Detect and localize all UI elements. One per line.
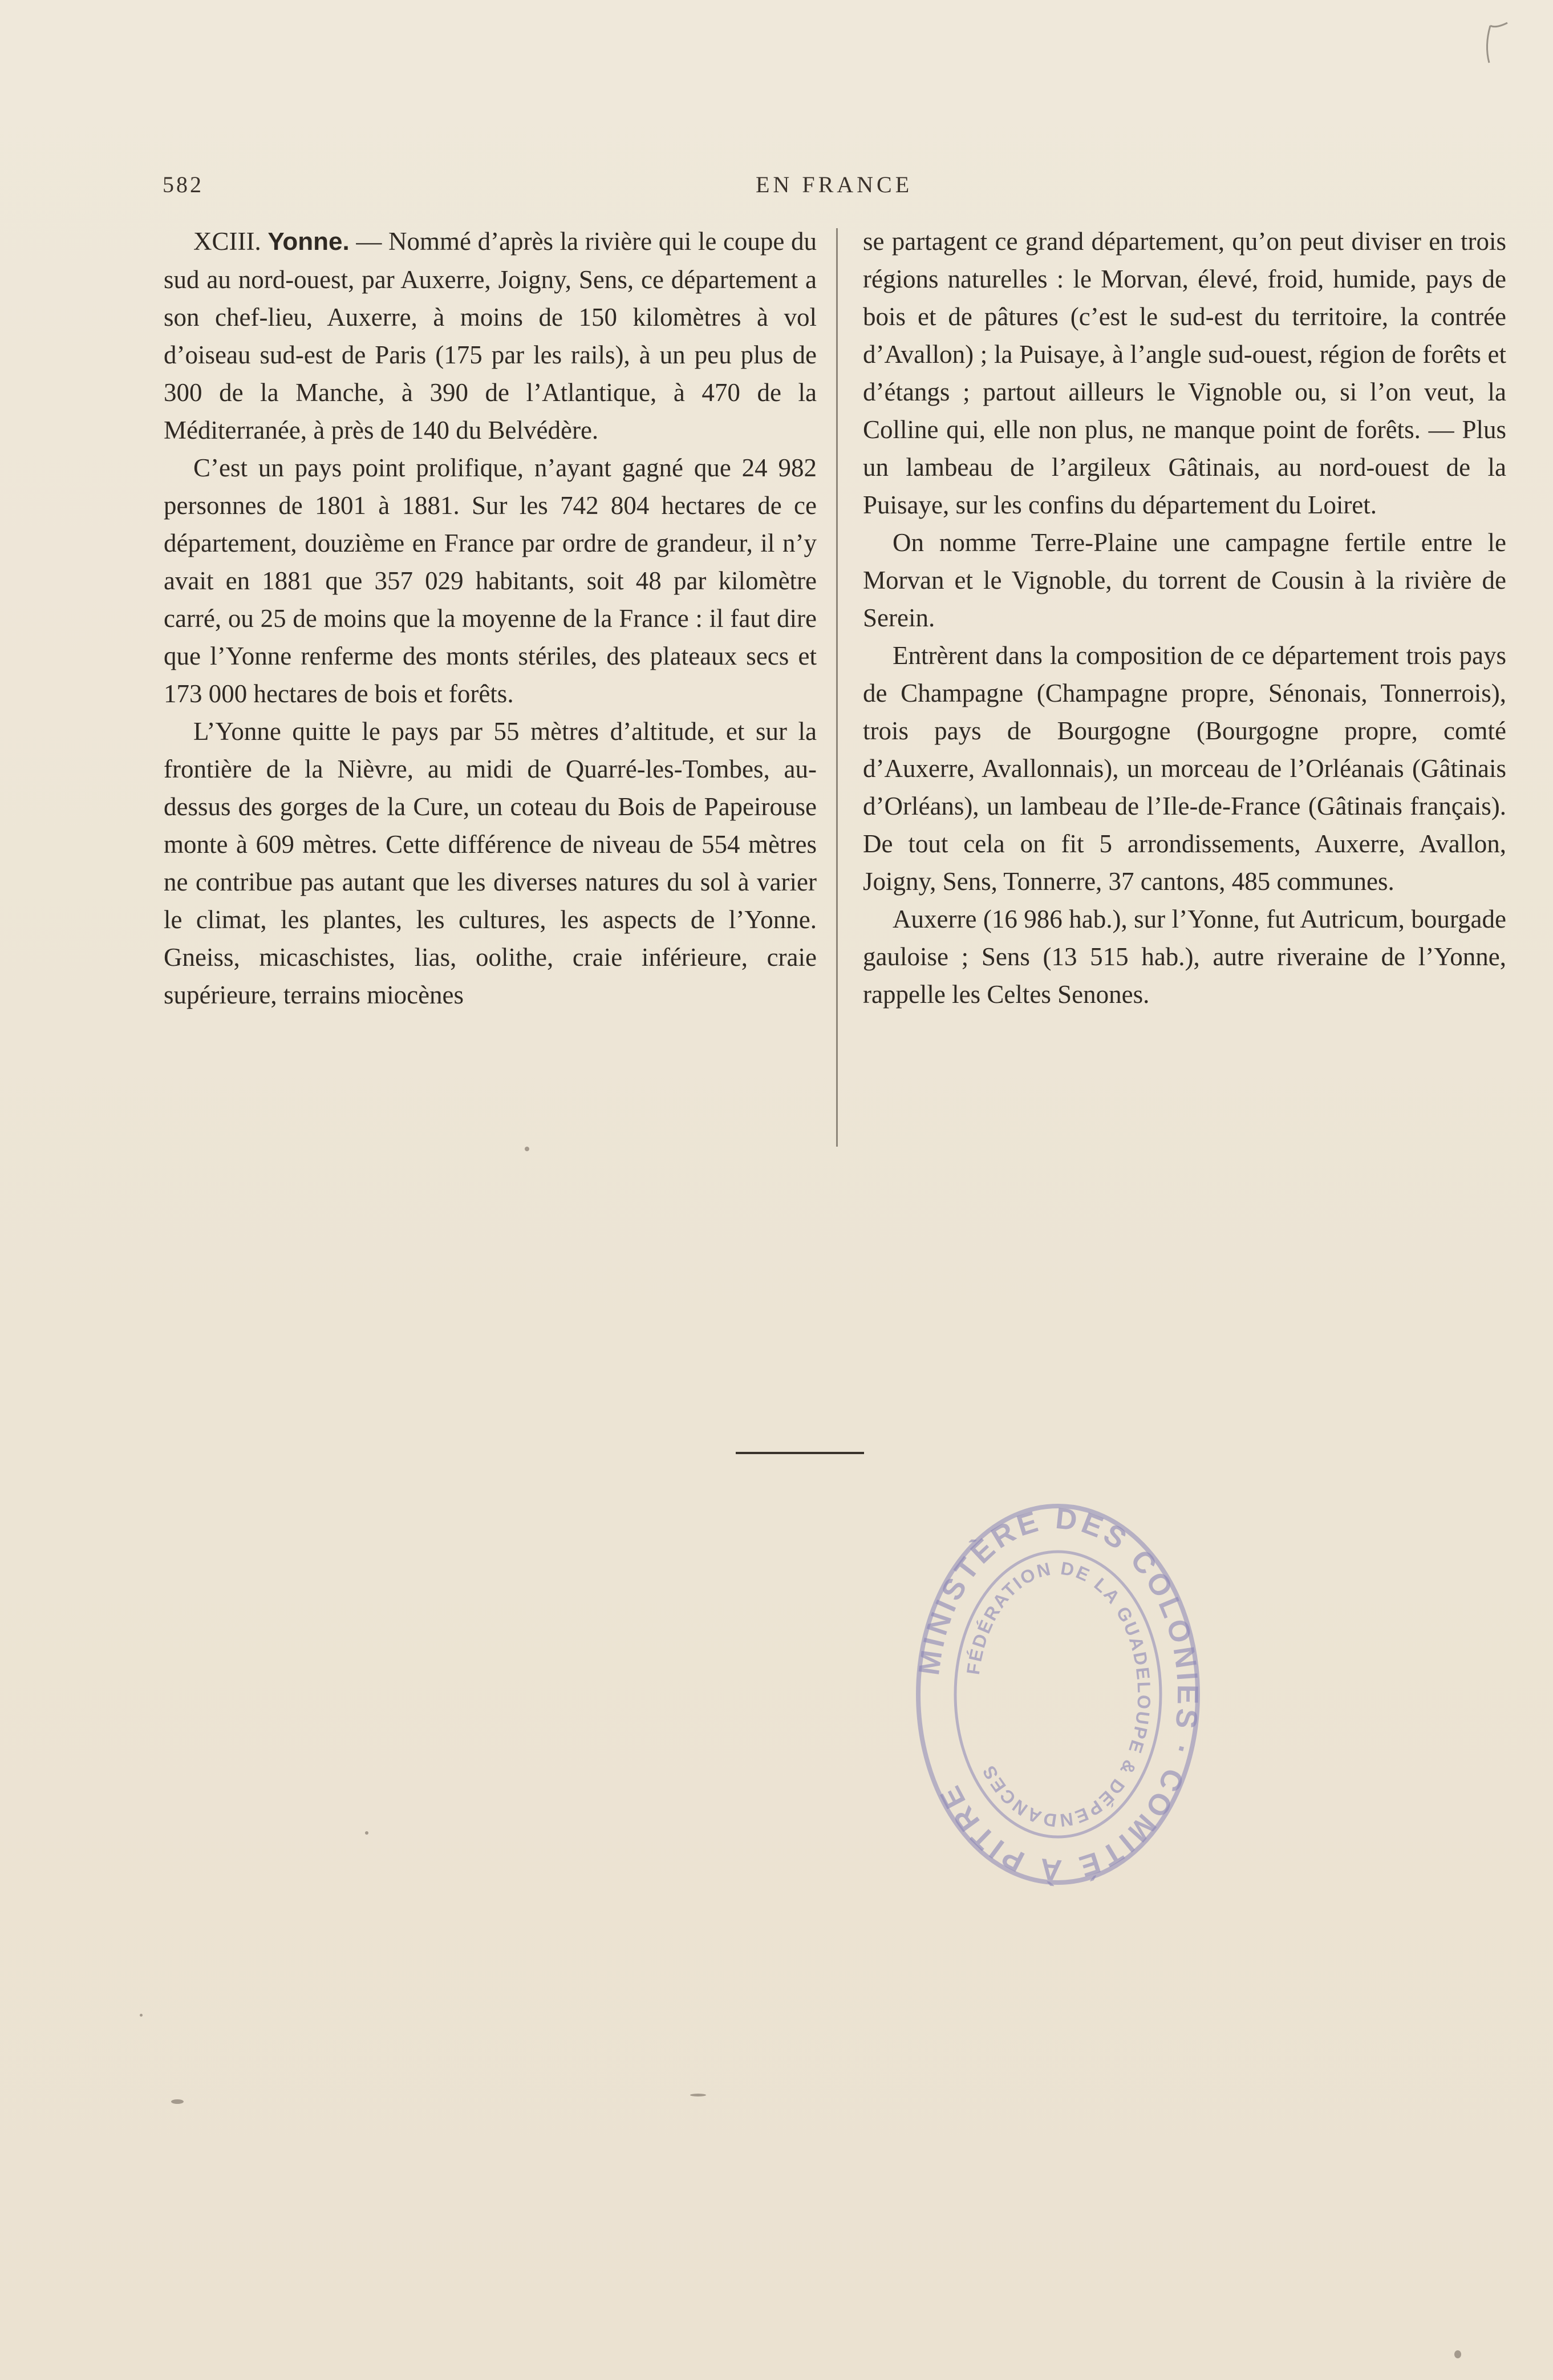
corner-pencil-mark <box>1473 11 1519 80</box>
paragraph-7: Auxerre (16 986 hab.), sur l’Yonne, fut Autricum, bourgade gauloise ; Sens (13 515 hab.), autre riveraine de l’Yonne, rappelle les Celtes Senones. <box>863 905 1506 1009</box>
svg-text:FÉDÉRATION DE LA GUADELOUPE & <box>963 1558 1154 1831</box>
paragraph-3: L’Yonne quitte le pays par 55 mètres d’altitude, et sur la frontière de la Nièvre, au midi de Quarré-les-Tombes, au-dessus des gorges de la Cure, un coteau du Bois de Papeirouse monte à 609 mètres. Cette différence de niveau de 554 mètres ne contribue pas autant que les diverses natures du sol à varier le climat, les plantes, les cultures, les aspects de l’Yonne. Gneiss, micaschistes, lias, oolithe, craie inférieure, craie supérieure, terrains miocènes <box>164 717 817 1009</box>
right-column <box>863 222 1506 1013</box>
paper-speck <box>525 1147 529 1151</box>
paper-speck <box>171 2099 184 2104</box>
library-stamp <box>898 1489 1218 1900</box>
section-end-rule <box>736 1452 864 1454</box>
paragraph-4: se partagent ce grand département, qu’on peut diviser en trois régions naturelles : le Morvan, élevé, froid, humide, pays de bois et de pâtures (c’est le sud-est du territoire, la contrée d’Avallon) ; la Puisaye, à l’angle sud-ouest, région de forêts et d’étangs ; partout ailleurs le Vignoble ou, si l’on veut, la Colline qui, elle non plus, ne manque point de forêts. — Plus un lambeau de l’argileux Gâtinais, au nord-ouest de la Puisaye, sur les confins du département du Loiret. <box>863 227 1506 519</box>
paper-speck <box>690 2094 706 2096</box>
section-title: Yonne. <box>267 228 350 256</box>
paper-speck <box>1454 2350 1461 2358</box>
paper-speck <box>365 1831 368 1835</box>
running-title: EN FRANCE <box>756 172 913 197</box>
stamp-outer-text: MINISTÈRE DES COLONIES · COMITÉ À PITRE <box>912 1501 1205 1887</box>
paper-speck <box>140 2014 143 2017</box>
left-column <box>164 222 817 1014</box>
paragraph-1 <box>164 222 817 449</box>
page-header <box>163 171 932 205</box>
paragraph-1-text: — Nommé d’après la rivière qui le coupe du sud au nord-ouest, par Auxerre, Joigny, Sens, ce département a son chef-lieu, Auxerre, à moins de 150 kilomètres à vol d’oiseau sud-est de Paris (175 par les rails), à un peu plus de 300 de la Manche, à 390 de l’Atlantique, à 470 de la Méditerranée, à près de 140 du Belvédère. <box>164 227 817 444</box>
paragraph-6: Entrèrent dans la composition de ce département trois pays de Champagne (Champagne propre, Sénonais, Tonnerrois), trois pays de Bourgogne (Bourgogne propre, comté d’Auxerre, Avallonnais), un morceau de l’Orléanais (Gâtinais d’Orléans), un lambeau de l’Ile-de-France (Gâtinais français). De tout cela on fit 5 arrondissements, Auxerre, Avallon, Joigny, Sens, Tonnerre, 37 cantons, 485 communes. <box>863 641 1506 896</box>
stamp-graphic <box>898 1489 1218 1900</box>
section-number: XCIII. <box>193 227 261 256</box>
paragraph-5: On nomme Terre-Plaine une campagne fertile entre le Morvan et le Vignoble, du torrent de Cousin à la rivière de Serein. <box>863 528 1506 632</box>
paragraph-2: C’est un pays point prolifique, n’ayant gagné que 24 982 personnes de 1801 à 1881. Sur les 742 804 hectares de ce département, douzième en France par ordre de grandeur, il n’y avait en 1881 que 357 029 habitants, soit 48 par kilomètre carré, ou 25 de moins que la moyenne de la France : il faut dire que l’Yonne renferme des monts stériles, des plateaux secs et 173 000 hectares de bois et forêts. <box>164 454 817 708</box>
column-divider <box>836 228 838 1147</box>
stamp-inner-text: FÉDÉRATION DE LA GUADELOUPE & DÉPENDANCES <box>962 1557 1155 1831</box>
page-number: 582 <box>163 172 204 197</box>
